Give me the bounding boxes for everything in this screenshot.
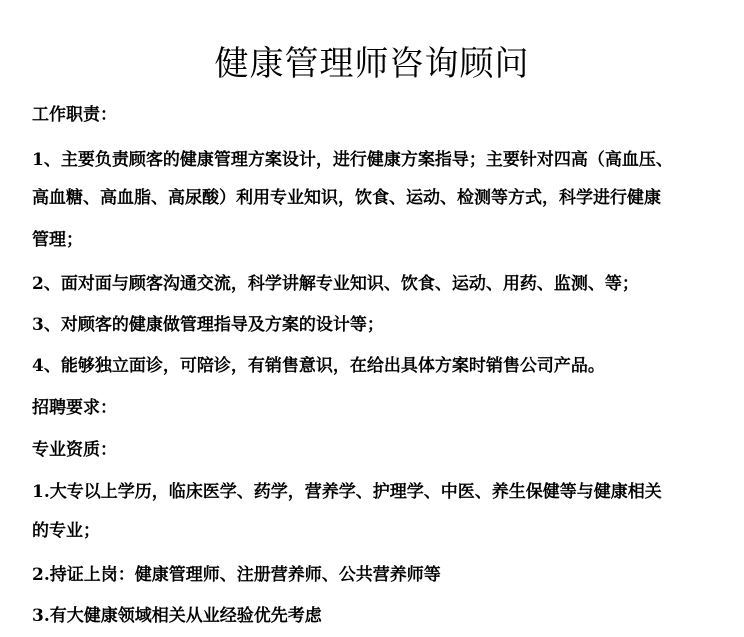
duty-item-3: 3、对顾客的健康做管理指导及方案的设计等； (32, 315, 384, 335)
requirement-item-3: 3.有大健康领域相关从业经验优先考虑 (32, 606, 322, 626)
requirement-item-2: 2.持证上岗：健康管理师、注册营养师、公共营养师等 (32, 565, 441, 585)
requirement-item-1-line-2: 的专业； (32, 521, 100, 541)
subsection-heading-qualifications: 专业资质： (32, 440, 117, 460)
duty-item-1-line-2: 高血糖、高血脂、高尿酸）利用专业知识，饮食、运动、检测等方式，科学进行健康 (32, 188, 661, 208)
section-heading-duties: 工作职责： (32, 105, 117, 125)
requirement-item-1-line-1: 1.大专以上学历，临床医学、药学，营养学、护理学、中医、养生保健等与健康相关 (32, 482, 662, 502)
duty-item-1-line-3: 管理； (32, 230, 83, 250)
document-title: 健康管理师咨询顾问 (214, 44, 530, 84)
duty-item-4: 4、能够独立面诊，可陪诊，有销售意识，在给出具体方案时销售公司产品。 (32, 356, 605, 376)
section-heading-requirements: 招聘要求： (32, 398, 117, 418)
duty-item-1-line-1: 1、主要负责顾客的健康管理方案设计，进行健康方案指导；主要针对四高（高血压、 (32, 150, 673, 170)
duty-item-2: 2、面对面与顾客沟通交流，科学讲解专业知识、饮食、运动、用药、监测、等； (32, 274, 639, 294)
